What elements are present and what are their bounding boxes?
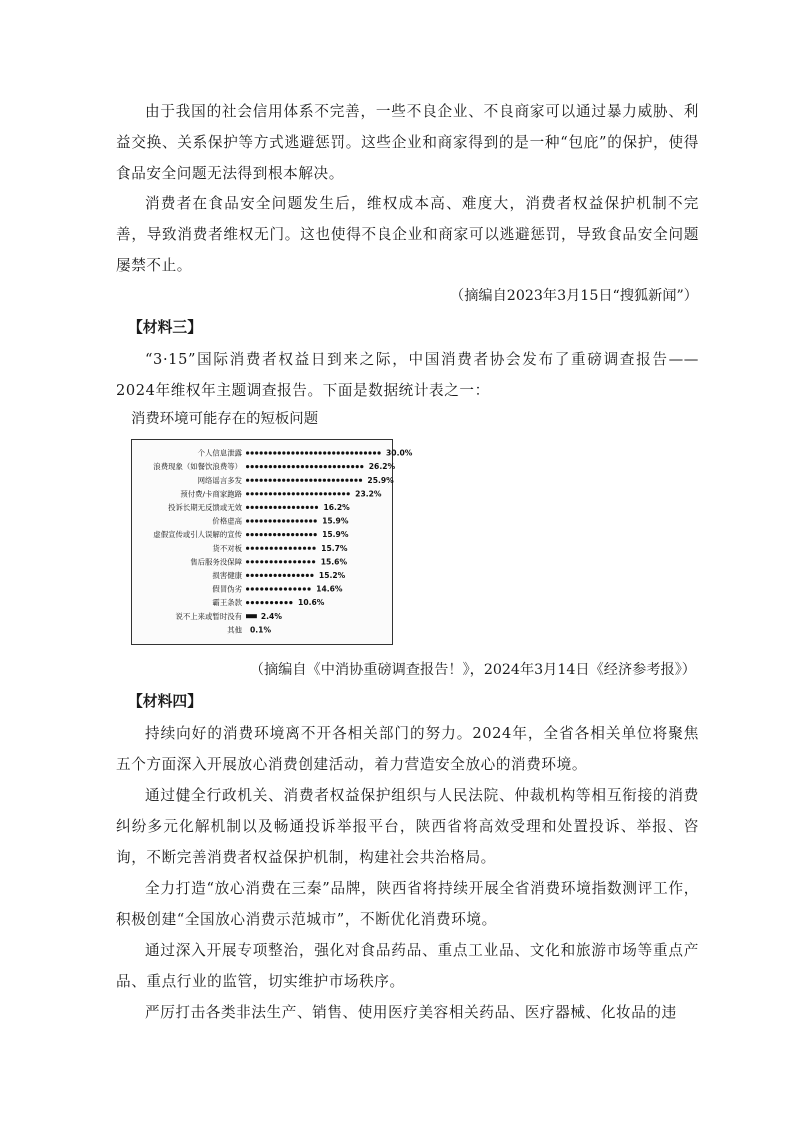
value-label: 2.4% bbox=[260, 611, 282, 621]
survey-chart bbox=[131, 439, 413, 645]
bar-mark bbox=[246, 560, 315, 563]
bar-mark bbox=[246, 587, 311, 590]
category-label: 价格虚高 bbox=[212, 516, 242, 526]
material-4-heading: 【材料四】 bbox=[128, 693, 202, 710]
source-citation-sohu: （摘编自2023年3月15日“搜狐新闻”） bbox=[450, 288, 698, 304]
bar-mark bbox=[246, 533, 317, 536]
bar-mark bbox=[246, 451, 381, 454]
category-label: 损害健康 bbox=[212, 571, 242, 580]
material-3-intro: “3·15”国际消费者权益日到来之际，中国消费者协会发布了重磅调查报告——2024年维权年主题调查报告。下面是数据统计表之一： bbox=[116, 351, 699, 399]
value-label: 15.6% bbox=[320, 557, 348, 567]
value-label: 10.6% bbox=[298, 598, 325, 608]
survey-chart-svg bbox=[132, 440, 413, 646]
category-label: 网络谣言多发 bbox=[197, 475, 242, 485]
value-label: 14.6% bbox=[316, 584, 343, 594]
category-label: 售后服务没保障 bbox=[190, 557, 242, 567]
value-label: 15.2% bbox=[318, 571, 346, 580]
paragraph-consumer-rights: 消费者在食品安全问题发生后，维权成本高、难度大，消费者权益保护机制不完善，导致消费者维权无门。这也使得不良企业和商家可以逃避惩罚，导致食品安全问题屡禁不止。 bbox=[116, 195, 699, 274]
value-label: 0.1% bbox=[250, 625, 272, 635]
material-4-paragraph: 严厉打击各类非法生产、销售、使用医疗美容相关药品、医疗器械、化妆品的违 bbox=[145, 1004, 677, 1021]
bar-mark bbox=[246, 574, 314, 577]
chart-caption: 消费环境可能存在的短板问题 bbox=[131, 411, 319, 427]
material-4-paragraph: 通过深入开展专项整治，强化对食品药品、重点工业品、文化和旅游市场等重点产品、重点行业的监管，切实维护市场秩序。 bbox=[116, 942, 699, 990]
value-label: 15.7% bbox=[321, 543, 348, 553]
bar-mark bbox=[246, 614, 257, 618]
bar-mark bbox=[246, 547, 316, 550]
material-4-paragraph: 全力打造“放心消费在三秦”品牌，陕西省将持续开展全省消费环境指数测评工作，积极创建“全国放心消费示范城市”，不断优化消费环境。 bbox=[116, 880, 699, 928]
material-4-paragraph: 通过健全行政机关、消费者权益保护组织与人民法院、仲裁机构等相互衔接的消费纠纷多元化解机制以及畅通投诉举报平台，陕西省将高效受理和处置投诉、举报、咨询，不断完善消费者权益保护机制，构建社会共治格局。 bbox=[116, 787, 699, 866]
bar-mark bbox=[246, 506, 318, 509]
category-label: 虚假宣传或引人误解的宣传 bbox=[153, 530, 242, 540]
value-label: 26.2% bbox=[368, 462, 396, 472]
category-label: 假冒伪劣 bbox=[212, 584, 242, 594]
bar-mark bbox=[246, 519, 317, 522]
source-citation-report: （摘编自《中消协重磅调查报告！》，2024年3月14日《经济参考报》） bbox=[249, 662, 696, 678]
category-label: 个人信息泄露 bbox=[197, 448, 242, 458]
value-label: 23.2% bbox=[355, 489, 382, 499]
value-label: 15.9% bbox=[322, 516, 349, 526]
category-label: 说不上来或暂时没有 bbox=[175, 611, 242, 621]
value-label: 15.9% bbox=[322, 530, 349, 540]
category-label: 霸王条款 bbox=[212, 598, 242, 608]
value-label: 25.9% bbox=[367, 475, 394, 485]
category-label: 其他 bbox=[227, 625, 242, 635]
category-label: 投诉长期无反馈或无效 bbox=[168, 503, 242, 512]
material-3-heading: 【材料三】 bbox=[128, 319, 202, 336]
material-4-paragraph: 持续向好的消费环境离不开各相关部门的努力。2024年，全省各相关单位将聚焦五个方面深入开展放心消费创建活动，着力营造安全放心的消费环境。 bbox=[116, 725, 699, 773]
category-label: 货不对板 bbox=[212, 543, 242, 553]
bar-mark bbox=[246, 465, 363, 468]
bar-mark bbox=[246, 479, 362, 482]
category-label: 浪费现象（如餐饮浪费等） bbox=[153, 462, 242, 472]
bar-mark bbox=[246, 601, 292, 604]
value-label: 30.0% bbox=[386, 448, 413, 458]
category-label: 预付费/卡商家跑路 bbox=[180, 489, 242, 499]
value-label: 16.2% bbox=[323, 503, 350, 512]
paragraph-credit-system: 由于我国的社会信用体系不完善，一些不良企业、不良商家可以通过暴力威胁、利益交换、关系保护等方式逃避惩罚。这些企业和商家得到的是一种“包庇”的保护，使得食品安全问题无法得到根本解决。 bbox=[116, 103, 699, 182]
bar-mark bbox=[246, 492, 350, 495]
